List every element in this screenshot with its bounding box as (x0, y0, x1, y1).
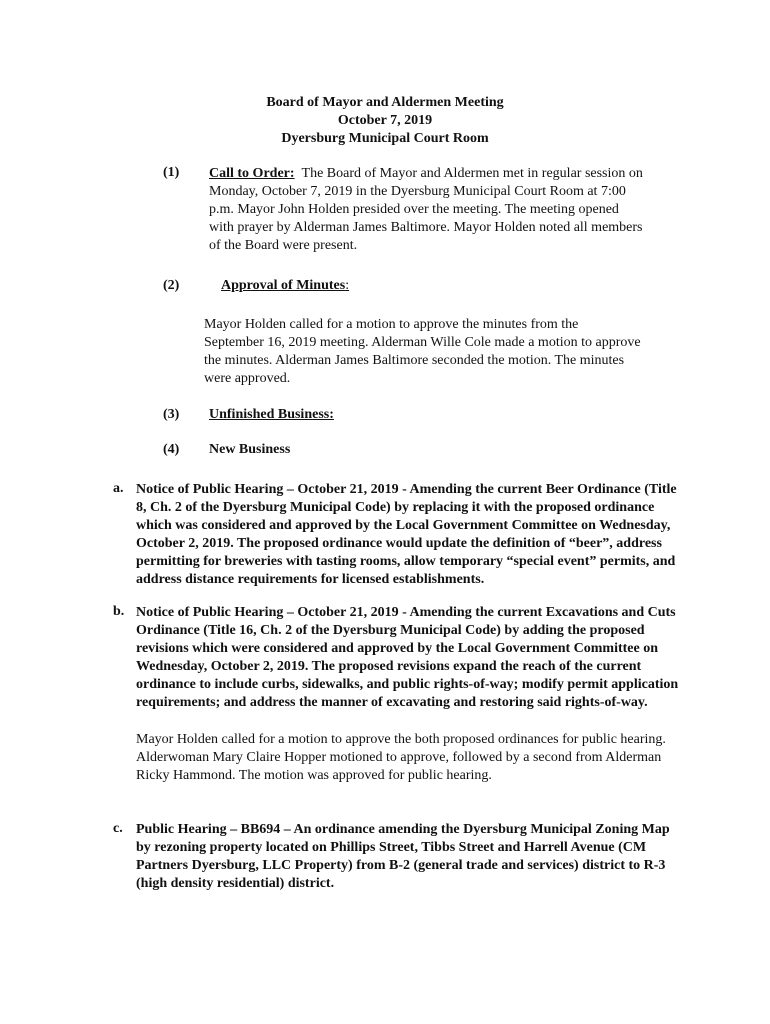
section-1-line-5: of the Board were present. (209, 238, 358, 253)
item-b-line-5: ordinance to include curbs, sidewalks, and public rights-of-way; modify permit application (136, 677, 679, 692)
meeting-location: Dyersburg Municipal Court Room (281, 131, 489, 146)
section-3-heading: Unfinished Business: (209, 407, 334, 422)
section-1-line-2: Monday, October 7, 2019 in the Dyersburg Municipal Court Room at 7:00 (209, 184, 626, 199)
document-header (200, 94, 570, 148)
item-a-line-6: address distance requirements for licensed establishments. (136, 572, 485, 587)
item-b-line-1: Notice of Public Hearing – October 21, 2019 - Amending the current Excavations and Cuts (136, 605, 676, 620)
item-a-line-3: which was considered and approved by the Local Government Committee on Wednesday, (136, 518, 671, 533)
item-c-marker: c. (113, 821, 123, 836)
meeting-date: October 7, 2019 (337, 113, 433, 128)
meeting-title: Board of Mayor and Aldermen Meeting (266, 95, 504, 110)
item-a-line-5: permitting for breweries with tasting rooms, allow temporary “special event” permits, and (136, 554, 676, 569)
section-2-body (204, 316, 674, 388)
section-3-number: (3) (163, 407, 180, 422)
section-1-line-1 (209, 165, 689, 183)
item-a-line-1: Notice of Public Hearing – October 21, 2019 - Amending the current Beer Ordinance (Title (136, 482, 677, 497)
section-4-number: (4) (163, 442, 180, 457)
item-c-line-2: by rezoning property located on Phillips Street, Tibbs Street and Harrell Avenue (CM (136, 840, 647, 855)
section-2-heading: Approval of Minutes (221, 278, 346, 293)
item-b-note (136, 731, 736, 785)
item-c-body (136, 821, 736, 893)
item-b-line-4: Wednesday, October 2, 2019. The proposed revisions expand the reach of the current (136, 659, 642, 674)
item-b-note-line-2: Alderwoman Mary Claire Hopper motioned to approve, followed by a second from Alderman (136, 750, 662, 765)
item-b-note-line-1: Mayor Holden called for a motion to approve the both proposed ordinances for public hearing. (136, 732, 666, 747)
section-1-line-4: with prayer by Alderman James Baltimore. Mayor Holden noted all members (209, 220, 643, 235)
item-c-line-3: Partners Dyersburg, LLC Property) from B-2 (general trade and services) district to R-3 (136, 858, 666, 873)
section-1-body (209, 165, 689, 255)
item-c-line-1: Public Hearing – BB694 – An ordinance amending the Dyersburg Municipal Zoning Map (136, 822, 670, 837)
section-1-heading: Call to Order: (209, 166, 295, 181)
item-c-line-4: (high density residential) district. (136, 876, 335, 891)
item-b-line-6: requirements; and address the manner of excavating and restoring said rights-of-way. (136, 695, 648, 710)
section-1-line-1-text: The Board of Mayor and Aldermen met in regular session on (301, 166, 643, 181)
item-a-line-4: October 2, 2019. The proposed ordinance would update the definition of “beer”, address (136, 536, 662, 551)
section-2-line-2: September 16, 2019 meeting. Alderman Wille Cole made a motion to approve (204, 335, 641, 350)
section-4-heading: New Business (209, 442, 291, 457)
item-b-note-line-3: Ricky Hammond. The motion was approved for public hearing. (136, 768, 492, 783)
item-b-line-3: revisions which were considered and approved by the Local Government Committee on (136, 641, 659, 656)
item-b-marker: b. (113, 604, 125, 619)
section-2-heading-colon: : (345, 278, 350, 293)
section-2-number: (2) (163, 278, 180, 293)
section-1-number: (1) (163, 165, 180, 180)
item-b-line-2: Ordinance (Title 16, Ch. 2 of the Dyersburg Municipal Code) by adding the proposed (136, 623, 645, 638)
item-b-body (136, 604, 736, 712)
item-a-marker: a. (113, 481, 124, 496)
section-1-line-3: p.m. Mayor John Holden presided over the meeting. The meeting opened (209, 202, 619, 217)
section-2-heading-wrap (221, 278, 349, 294)
item-a-body (136, 481, 736, 589)
section-2-line-1: Mayor Holden called for a motion to approve the minutes from the (204, 317, 579, 332)
section-2-line-3: the minutes. Alderman James Baltimore seconded the motion. The minutes (204, 353, 625, 368)
item-a-line-2: 8, Ch. 2 of the Dyersburg Municipal Code) by replacing it with the proposed ordinance (136, 500, 655, 515)
section-2-line-4: were approved. (204, 371, 291, 386)
